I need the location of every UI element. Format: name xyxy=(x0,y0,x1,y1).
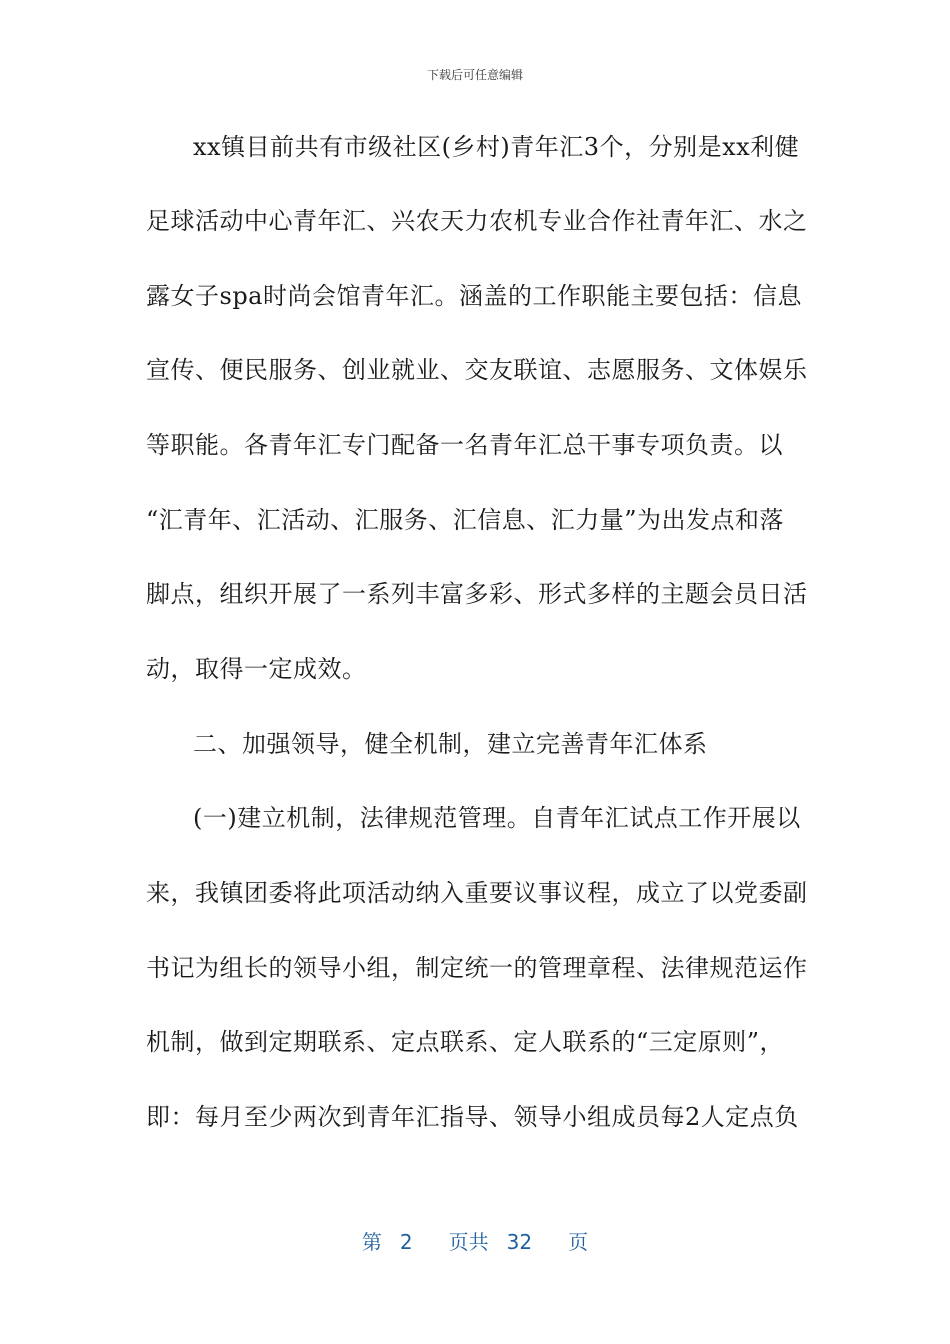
paragraph-line: 机制，做到定期联系、定点联系、定人联系的“三定原则”， xyxy=(146,1028,785,1056)
paragraph-line: 动，取得一定成效。 xyxy=(146,655,367,683)
footer-suffix: 页 xyxy=(568,1230,589,1254)
paragraph-line: 足球活动中心青年汇、兴农天力农机专业合作社青年汇、水之 xyxy=(146,207,808,235)
paragraph-line: 脚点，组织开展了一系列丰富多彩、形式多样的主题会员日活 xyxy=(146,580,808,608)
footer-total-pages: 32 xyxy=(506,1230,533,1254)
paragraph-line: 即：每月至少两次到青年汇指导、领导小组成员每2人定点负 xyxy=(146,1103,799,1131)
header-note: 下载后可任意编辑 xyxy=(426,68,523,82)
footer-middle: 页共 xyxy=(448,1230,489,1254)
paragraph-line: 露女子spa时尚会馆青年汇。涵盖的工作职能主要包括：信息 xyxy=(146,282,802,310)
paragraph-line: xx镇目前共有市级社区(乡村)青年汇3个，分别是xx利健 xyxy=(193,133,800,161)
footer-page-number: 2 xyxy=(399,1230,413,1254)
paragraph-line: 等职能。各青年汇专门配备一名青年汇总干事专项负责。以 xyxy=(146,431,783,459)
paragraph-line: 来，我镇团委将此项活动纳入重要议事议程，成立了以党委副 xyxy=(146,879,808,907)
paragraph-line: “汇青年、汇活动、汇服务、汇信息、汇力量”为出发点和落 xyxy=(146,506,785,534)
section-heading: 二、加强领导，健全机制，建立完善青年汇体系 xyxy=(193,730,708,758)
paragraph-line: (一)建立机制，法律规范管理。自青年汇试点工作开展以 xyxy=(193,804,801,832)
footer-prefix: 第 xyxy=(361,1230,382,1254)
paragraph-line: 宣传、便民服务、创业就业、交友联谊、志愿服务、文体娱乐 xyxy=(146,356,808,384)
paragraph-line: 书记为组长的领导小组，制定统一的管理章程、法律规范运作 xyxy=(146,954,808,982)
page-footer xyxy=(0,1226,950,1255)
